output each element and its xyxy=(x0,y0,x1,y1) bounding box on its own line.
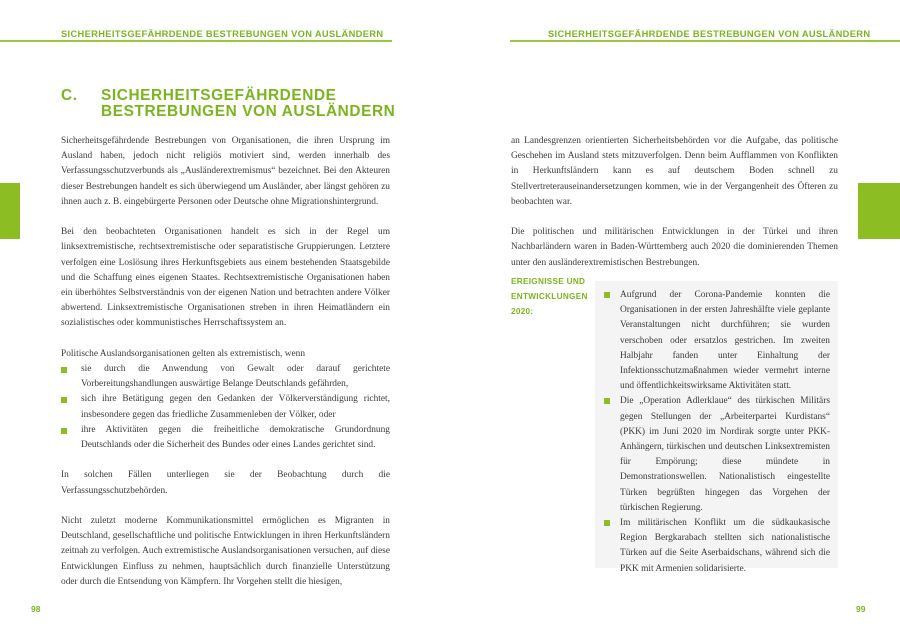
chapter-title: SICHERHEITSGEFÄHRDENDE BESTREBUNGEN VON AUSLÄNDERN xyxy=(101,87,396,120)
paragraph: Die politischen und militärischen Entwicklungen in der Türkei und ihren Nachbarländern waren in Baden-Württemberg auch 2020 die dominierenden Themen unter den ausländerextremistischen Bestrebungen. xyxy=(511,227,838,268)
paragraph: Bei den beobachteten Organisationen handelt es sich in der Regel um linksextremistische, rechtsextremistische oder separatistische Gruppierungen. Letztere verfolgen eine Loslösung ihres Herkunftsgebiets aus einem bestehenden Staatsgebilde und die Schaffung eines eigenen Staates. Rechtsextremistische Organisationen haben ein überhöhtes Selbstverständnis von der eigenen Nation und betrachten andere Völker abwertend. Linksextremistische Organisationen streben in ihren Heimatländern ein sozialistisches oder kommunistisches Herrschaftssystem an. xyxy=(61,227,390,329)
page-number-right: 99 xyxy=(856,604,866,614)
paragraph: Nicht zuletzt moderne Kommunikationsmittel ermöglichen es Migranten in Deutschland, gesellschaftliche und politische Entwicklungen in ihren Herkunftsländern zeitnah zu verfolgen. Auch extremistische Auslandsorganisationen versuchen, auf diese Entwicklungen Einfluss zu nehmen, hauptsächlich durch finanzielle Unterstützung oder durch die Entsendung von Kämpfern. Ihr Vorgehen stellt die hiesigen, xyxy=(61,516,390,587)
event-item: Im militärischen Konflikt um die südkaukasische Region Bergkarabach stellten sich nationalistische Türken auf die Seite Aserbaidschans, während sich die PKK mit Armenien solidarisierte. xyxy=(604,516,830,577)
right-body xyxy=(511,134,838,286)
thumb-tab-right xyxy=(858,183,900,239)
page-number-left: 98 xyxy=(31,604,41,614)
list-intro: Politische Auslandsorganisationen gelten als extremistisch, wenn xyxy=(61,348,306,359)
left-body xyxy=(61,134,390,605)
header-rule-right xyxy=(510,40,900,42)
list-item: sich ihre Betätigung gegen den Gedanken der Völkerverständigung richtet, insbesondere gegen das friedliche Zusammenleben der Völker, oder xyxy=(61,392,390,422)
thumb-tab-left xyxy=(0,183,20,239)
paragraph: In solchen Fällen unterliegen sie der Beobachtung durch die Verfassungsschutzbehörden. xyxy=(61,470,390,496)
chapter-number: C. xyxy=(61,87,78,104)
running-head-left: SICHERHEITSGEFÄHRDENDE BESTREBUNGEN VON AUSLÄNDERN xyxy=(61,29,384,39)
events-list xyxy=(604,288,830,577)
running-head-right: SICHERHEITSGEFÄHRDENDE BESTREBUNGEN VON AUSLÄNDERN xyxy=(548,29,871,39)
paragraph: Sicherheitsgefährdende Bestrebungen von Organisationen, die ihren Ursprung im Ausland haben, jedoch nicht religiös motiviert sind, werden innerhalb des Verfassungsschutzverbunds als „Ausländerextremismus“ bezeichnet. Bei den Akteuren dieser Bestrebungen handelt es sich überwiegend um Ausländer, aber längst gehören zu ihnen auch z. B. eingebürgerte Personen oder Deutsche ohne Migrationshintergrund. xyxy=(61,136,390,207)
event-item: Aufgrund der Corona-Pandemie konnten die Organisationen in der ersten Jahreshälfte viele geplante Veranstaltungen nicht durchführen; sie wurden verschoben oder ersatzlos gestrichen. Im zweiten Halbjahr fanden unter Einhaltung der Infektionsschutzmaßnahmen wieder vermehrt interne und öffentlichkeitswirksame Aktivitäten statt. xyxy=(604,288,830,394)
list-item: sie durch die Anwendung von Gewalt oder darauf gerichtete Vorbereitungshandlungen auswärtige Belange Deutschlands gefährden, xyxy=(61,362,390,392)
event-item: Die „Operation Adlerklaue“ des türkischen Militärs gegen Stellungen der „Arbeiterpartei Kurdistans“ (PKK) im Juni 2020 im Nordirak sorgte unter PKK-Anhängern, türkischen und deutschen Linksextremisten für Empörung; diese mündete in Demonstrationswellen. Nationalistisch eingestellte Türken begrüßten hingegen das Vorgehen der türkischen Regierung. xyxy=(604,394,830,516)
header-rule-left xyxy=(0,40,392,42)
list-item: ihre Aktivitäten gegen die freiheitliche demokratische Grundordnung Deutschlands oder die Sicherheit des Bundes oder eines Landes gerichtet sind. xyxy=(61,423,390,453)
criteria-list xyxy=(61,362,390,453)
events-label: EREIGNISSE UND ENTWICKLUNGEN 2020: xyxy=(511,277,588,317)
paragraph: an Landesgrenzen orientierten Sicherheitsbehörden vor die Aufgabe, das politische Geschehen im Ausland stets mitzuverfolgen. Denn beim Aufflammen von Konflikten in Herkunftsländern kann es auf deutschem Boden schnell zu Stellvertreterauseinandersetzungen kommen, wie in der Vergangenheit des Öfteren zu beobachten war. xyxy=(511,136,838,207)
